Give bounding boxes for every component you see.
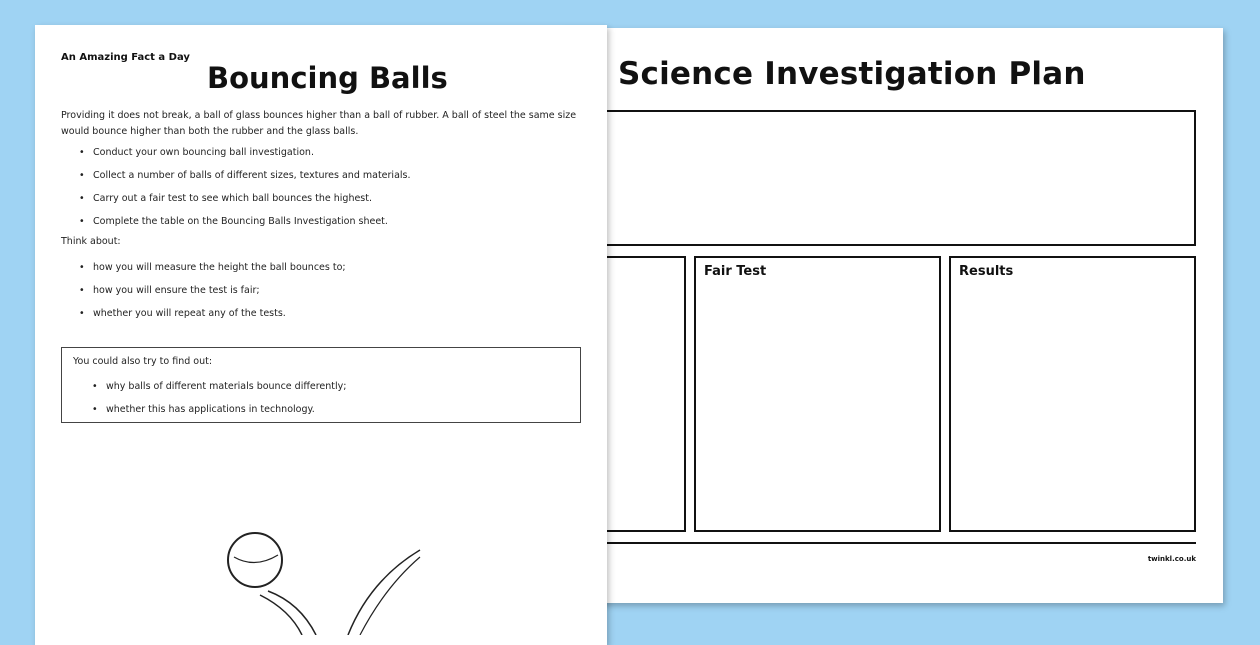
list-item: • why balls of different materials bounce differently;	[92, 379, 562, 402]
plan-title: Science Investigation Plan	[618, 56, 1086, 92]
extension-lead: You could also try to find out:	[73, 356, 213, 367]
plan-question-box	[588, 110, 1196, 246]
list-item: • how you will measure the height the ball bounces to;	[79, 260, 579, 283]
think-about-label: Think about:	[61, 236, 121, 247]
plan-fair-test-box	[694, 256, 941, 532]
list-item: • Conduct your own bouncing ball investigation.	[79, 145, 579, 168]
task-list	[79, 145, 579, 237]
list-item: • how you will ensure the test is fair;	[79, 283, 579, 306]
extension-list	[92, 379, 562, 425]
list-item: • whether this has applications in technology.	[92, 402, 562, 425]
sheet-title: Bouncing Balls	[207, 61, 448, 95]
fair-test-heading: Fair Test	[704, 264, 767, 279]
list-item: • whether you will repeat any of the tests.	[79, 306, 579, 329]
list-item: • Carry out a fair test to see which ball bounces the highest.	[79, 191, 579, 214]
plan-results-box	[949, 256, 1196, 532]
plan-footer: twinkl.co.uk	[1147, 555, 1196, 563]
intro-paragraph: Providing it does not break, a ball of glass bounces higher than a ball of rubber. A ball of steel the same size would bounce higher than both the rubber and the glass balls.	[61, 110, 577, 137]
extension-box	[61, 347, 581, 423]
kicker-label: An Amazing Fact a Day	[61, 52, 190, 63]
science-investigation-plan-sheet	[560, 28, 1223, 603]
bouncing-balls-sheet	[35, 25, 607, 645]
list-item: • Complete the table on the Bouncing Balls Investigation sheet.	[79, 214, 579, 237]
results-heading: Results	[959, 264, 1014, 279]
plan-footer-rule	[588, 542, 1196, 544]
list-item: • Collect a number of balls of different sizes, textures and materials.	[79, 168, 579, 191]
think-about-list	[79, 260, 579, 329]
bouncing-ball-sketch-icon	[220, 525, 440, 635]
